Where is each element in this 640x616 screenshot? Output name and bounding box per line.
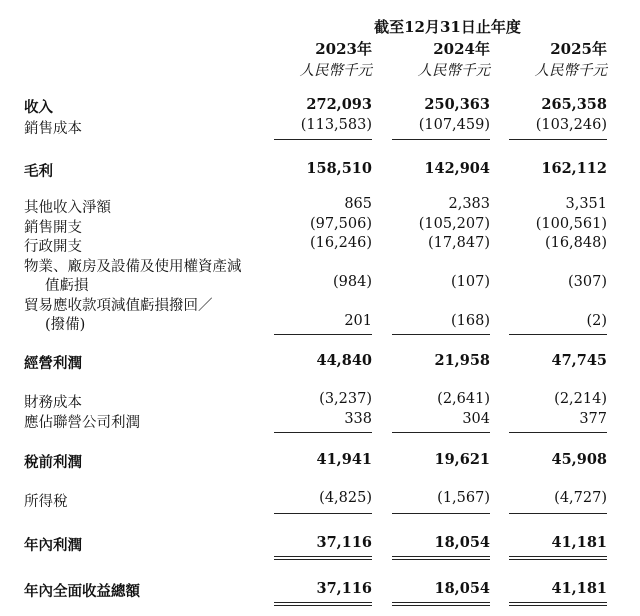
row-cost-of-sales [0, 117, 640, 137]
subtotal-rule [392, 513, 490, 514]
column-header-2025 [497, 38, 607, 80]
row-label: 其他收入淨額 [24, 200, 111, 216]
total-double-rule [509, 556, 607, 560]
value-2025: 377 [579, 411, 607, 427]
subtotal-rule [274, 139, 372, 140]
row-gross-profit [0, 160, 640, 180]
value-2025: 45,908 [551, 451, 607, 468]
subtotal-rule [509, 334, 607, 335]
row-share-of-associates [0, 411, 640, 431]
value-2023: (4,825) [319, 490, 372, 506]
row-admin-expenses [0, 235, 640, 255]
row-label-continued: 值虧損 [45, 278, 89, 294]
subtotal-rule [509, 139, 607, 140]
column-header-2023 [262, 38, 372, 80]
value-2024: 18,054 [434, 534, 490, 551]
row-operating-profit [0, 352, 640, 372]
row-total-comprehensive-income [0, 580, 640, 600]
value-2025: (2,214) [554, 391, 607, 407]
value-2025: (2) [586, 313, 607, 329]
row-label: 物業、廠房及設備及使用權資產減 [24, 259, 242, 275]
total-double-rule [274, 556, 372, 560]
value-2025: 3,351 [565, 196, 607, 212]
value-2025: (103,246) [535, 117, 607, 133]
subtotal-rule [274, 334, 372, 335]
value-2023: 37,116 [316, 534, 372, 551]
value-2024: (168) [451, 313, 490, 329]
value-2024: (1,567) [437, 490, 490, 506]
row-profit-before-tax [0, 451, 640, 471]
value-2024: 19,621 [434, 451, 490, 468]
column-header-2024 [380, 38, 490, 80]
row-receivables-impairment-line1 [0, 294, 640, 314]
row-finance-costs [0, 391, 640, 411]
value-2024: (17,847) [427, 235, 490, 251]
value-2025: 41,181 [551, 534, 607, 551]
value-2025: 265,358 [541, 96, 607, 113]
subtotal-rule [509, 432, 607, 433]
value-2024: (107) [451, 274, 490, 290]
subtotal-rule [274, 513, 372, 514]
value-2023: (16,246) [309, 235, 372, 251]
value-2024: 142,904 [424, 160, 490, 177]
value-2025: 41,181 [551, 580, 607, 597]
value-2023: (113,583) [300, 117, 372, 133]
row-label-continued: (撥備) [45, 317, 86, 333]
value-2024: 2,383 [448, 196, 490, 212]
total-double-rule [274, 602, 372, 606]
value-2024: 250,363 [424, 96, 490, 113]
value-2024: 21,958 [434, 352, 490, 369]
row-label: 行政開支 [24, 239, 82, 255]
total-double-rule [392, 602, 490, 606]
value-2025: 47,745 [551, 352, 607, 369]
total-double-rule [509, 602, 607, 606]
column-unit: 人民幣千元 [534, 63, 607, 79]
value-2023: 338 [344, 411, 372, 427]
subtotal-rule [509, 513, 607, 514]
row-other-income [0, 196, 640, 216]
column-year: 2023年 [315, 40, 372, 58]
subtotal-rule [392, 432, 490, 433]
row-label: 財務成本 [24, 395, 82, 411]
value-2023: 41,941 [316, 451, 372, 468]
row-impairment-ppe [0, 274, 640, 294]
row-label: 貿易應收款項減值虧損撥回／ [24, 298, 213, 314]
column-year: 2024年 [433, 40, 490, 58]
value-2023: 158,510 [306, 160, 372, 177]
value-2023: 201 [344, 313, 372, 329]
row-income-tax [0, 490, 640, 510]
row-label: 毛利 [24, 163, 53, 180]
value-2025: (307) [568, 274, 607, 290]
value-2024: (2,641) [437, 391, 490, 407]
row-label: 經營利潤 [24, 355, 82, 372]
row-label: 年內利潤 [24, 537, 82, 554]
column-year: 2025年 [550, 40, 607, 58]
row-label: 收入 [24, 99, 53, 116]
value-2023: 44,840 [316, 352, 372, 369]
row-label: 年內全面收益總額 [24, 583, 140, 600]
column-unit: 人民幣千元 [417, 63, 490, 79]
row-selling-expenses [0, 216, 640, 236]
value-2024: 304 [462, 411, 490, 427]
value-2023: 865 [344, 196, 372, 212]
subtotal-rule [392, 139, 490, 140]
period-heading: 截至12月31日止年度 [374, 18, 521, 36]
value-2023: (97,506) [309, 216, 372, 232]
value-2024: 18,054 [434, 580, 490, 597]
row-label: 稅前利潤 [24, 454, 82, 471]
value-2025: (16,848) [544, 235, 607, 251]
value-2025: (100,561) [535, 216, 607, 232]
row-receivables-impairment [0, 313, 640, 333]
value-2023: 272,093 [306, 96, 372, 113]
row-profit-for-year [0, 534, 640, 554]
column-unit: 人民幣千元 [299, 63, 372, 79]
value-2025: (4,727) [554, 490, 607, 506]
value-2023: 37,116 [316, 580, 372, 597]
row-label: 應佔聯營公司利潤 [24, 415, 140, 431]
row-impairment-ppe-line1 [0, 255, 640, 275]
row-revenue [0, 96, 640, 116]
row-label: 銷售開支 [24, 220, 82, 236]
value-2023: (984) [333, 274, 372, 290]
row-label: 所得稅 [24, 494, 68, 510]
subtotal-rule [392, 334, 490, 335]
row-label: 銷售成本 [24, 121, 82, 137]
value-2025: 162,112 [541, 160, 607, 177]
value-2023: (3,237) [319, 391, 372, 407]
subtotal-rule [274, 432, 372, 433]
total-double-rule [392, 556, 490, 560]
value-2024: (107,459) [418, 117, 490, 133]
value-2024: (105,207) [418, 216, 490, 232]
